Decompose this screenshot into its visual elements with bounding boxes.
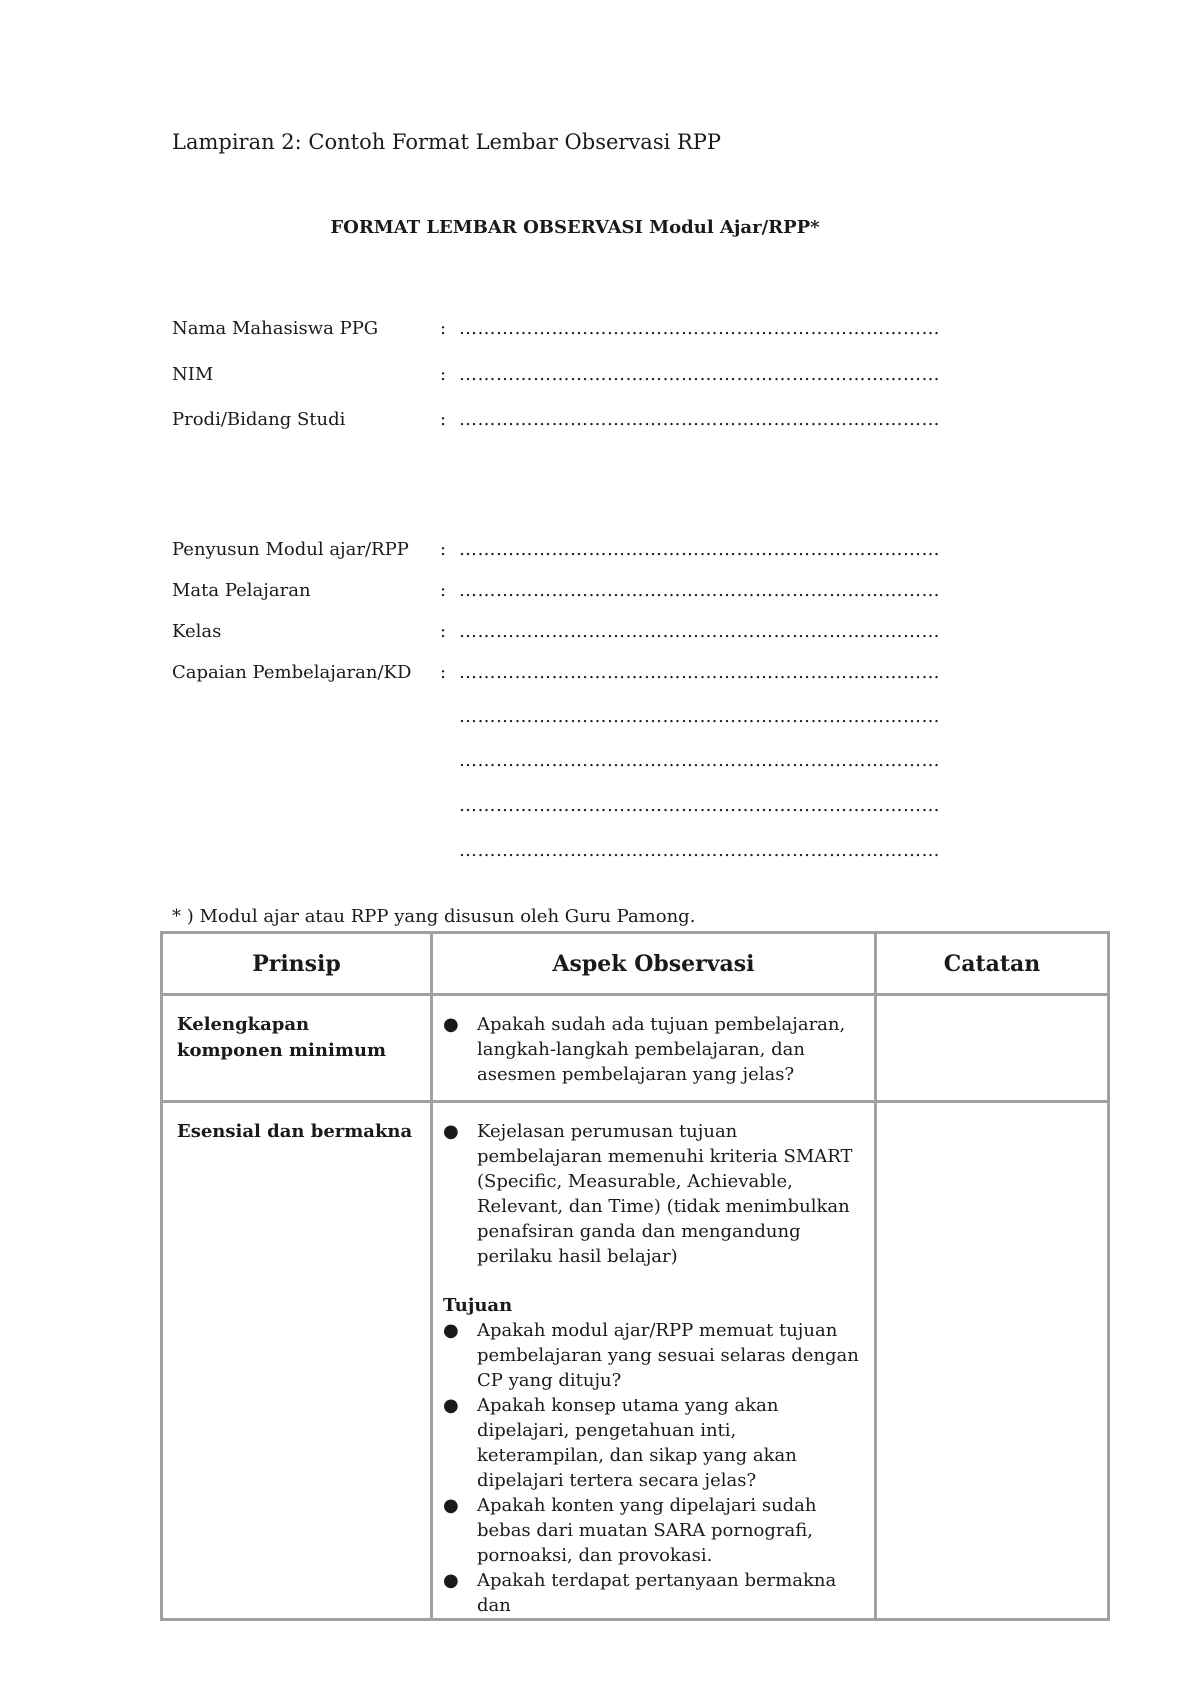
field-blank-line: …………………………………………………………………… xyxy=(459,318,940,339)
prinsip-cell: Esensial dan bermakna xyxy=(162,1102,432,1620)
aspek-list xyxy=(443,1119,864,1269)
field-colon: : xyxy=(440,662,447,683)
tujuan-subheading: Tujuan xyxy=(443,1295,513,1316)
list-item-text: Apakah konsep utama yang akan dipelajari, pengetahuan inti, keterampilan, dan sikap yang akan dipelajari tertera secara jelas? xyxy=(477,1395,797,1491)
header-aspek-observasi: Aspek Observasi xyxy=(432,933,876,995)
field-label: Nama Mahasiswa PPG xyxy=(172,318,379,339)
bullet-icon: ● xyxy=(443,1495,459,1516)
header-prinsip: Prinsip xyxy=(162,933,432,995)
lampiran-heading: Lampiran 2: Contoh Format Lembar Observasi RPP xyxy=(172,130,722,154)
field-colon: : xyxy=(440,539,447,560)
list-item xyxy=(443,1318,864,1393)
capaian-blank-line: …………………………………………………………………… xyxy=(459,706,940,727)
aspek-cell xyxy=(432,995,876,1102)
form-title: FORMAT LEMBAR OBSERVASI Modul Ajar/RPP* xyxy=(330,217,820,238)
aspek-cell xyxy=(432,1102,876,1620)
field-colon: : xyxy=(440,364,447,385)
bullet-icon: ● xyxy=(443,1320,459,1341)
aspek-list xyxy=(443,1012,864,1087)
capaian-blank-line: …………………………………………………………………… xyxy=(459,840,940,861)
list-item-text: Kejelasan perumusan tujuan pembelajaran memenuhi kriteria SMART (Specific, Measurable, Achievable, Relevant, dan Time) (tidak menimbulkan penafsiran ganda dan mengandung perilaku hasil belajar) xyxy=(477,1121,853,1267)
field-label: Mata Pelajaran xyxy=(172,580,311,601)
list-item-text: Apakah modul ajar/RPP memuat tujuan pembelajaran yang sesuai selaras dengan CP yang dituju? xyxy=(477,1320,859,1391)
list-item xyxy=(443,1119,864,1269)
bullet-icon: ● xyxy=(443,1121,459,1142)
capaian-blank-line: …………………………………………………………………… xyxy=(459,795,940,816)
table-row xyxy=(162,995,1109,1102)
list-item-text: Apakah sudah ada tujuan pembelajaran, langkah-langkah pembelajaran, dan asesmen pembelajaran yang jelas? xyxy=(477,1014,846,1085)
header-catatan: Catatan xyxy=(876,933,1109,995)
list-item-text: Apakah terdapat pertanyaan bermakna dan xyxy=(477,1570,837,1616)
field-colon: : xyxy=(440,621,447,642)
capaian-blank-line: …………………………………………………………………… xyxy=(459,750,940,771)
field-blank-line: …………………………………………………………………… xyxy=(459,364,940,385)
catatan-cell[interactable] xyxy=(876,1102,1109,1620)
list-item xyxy=(443,1493,864,1568)
prinsip-cell: Kelengkapan komponen minimum xyxy=(162,995,432,1102)
field-label: Prodi/Bidang Studi xyxy=(172,409,346,430)
observation-table xyxy=(160,931,1110,1621)
table-row xyxy=(162,1102,1109,1620)
list-item xyxy=(443,1393,864,1493)
list-item-text: Apakah konten yang dipelajari sudah bebas dari muatan SARA pornografi, pornoaksi, dan provokasi. xyxy=(477,1495,817,1566)
field-blank-line: …………………………………………………………………… xyxy=(459,539,940,560)
bullet-icon: ● xyxy=(443,1014,459,1035)
field-colon: : xyxy=(440,580,447,601)
field-blank-line: …………………………………………………………………… xyxy=(459,409,940,430)
field-blank-line: …………………………………………………………………… xyxy=(459,580,940,601)
field-colon: : xyxy=(440,318,447,339)
field-blank-line: …………………………………………………………………… xyxy=(459,621,940,642)
table-header-row xyxy=(162,933,1109,995)
list-item xyxy=(443,1568,864,1618)
footnote: * ) Modul ajar atau RPP yang disusun oleh Guru Pamong. xyxy=(172,906,696,927)
field-label: Capaian Pembelajaran/KD xyxy=(172,662,412,683)
field-label: Kelas xyxy=(172,621,222,642)
bullet-icon: ● xyxy=(443,1570,459,1591)
field-blank-line: …………………………………………………………………… xyxy=(459,662,940,683)
bullet-icon: ● xyxy=(443,1395,459,1416)
field-label: Penyusun Modul ajar/RPP xyxy=(172,539,409,560)
list-item xyxy=(443,1012,864,1087)
field-label: NIM xyxy=(172,364,214,385)
tujuan-list xyxy=(443,1318,864,1618)
catatan-cell[interactable] xyxy=(876,995,1109,1102)
field-colon: : xyxy=(440,409,447,430)
